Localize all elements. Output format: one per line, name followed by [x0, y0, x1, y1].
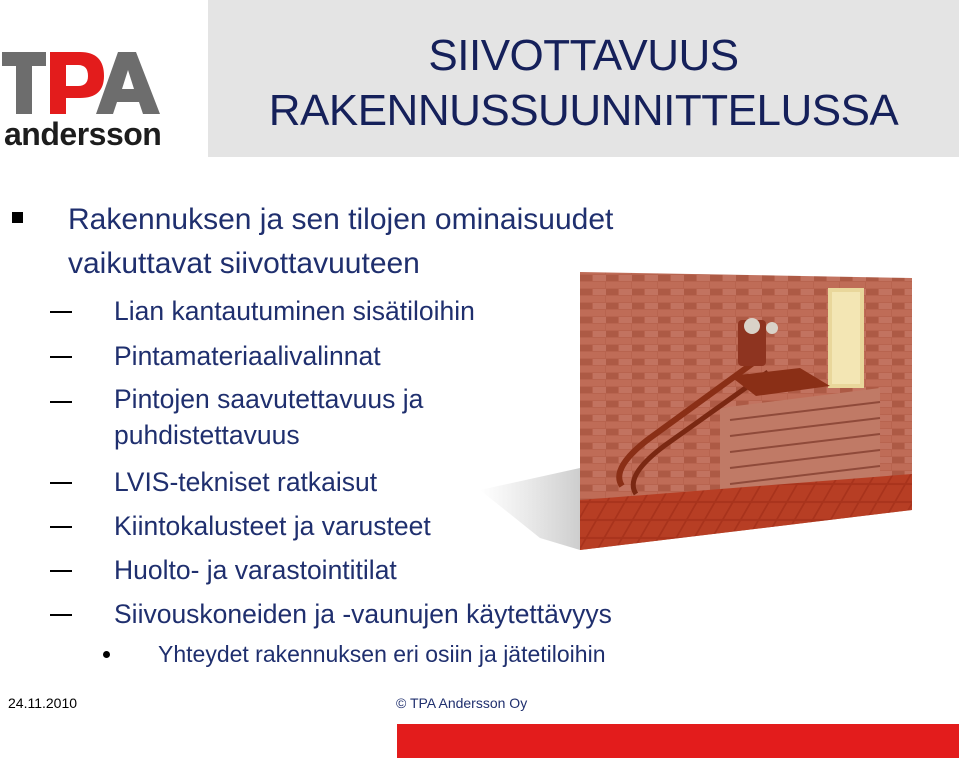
stair-lift-photo [480, 268, 920, 553]
list-item: Kiintokalusteet ja varusteet [114, 511, 431, 541]
list-item: Siivouskoneiden ja -vaunujen käytettävyys [114, 599, 612, 629]
dash-bullet-icon [50, 526, 72, 528]
list-item: Lian kantautuminen sisätiloihin [114, 296, 475, 326]
dash-bullet-icon [50, 401, 72, 403]
slide-title-line-2: RAKENNUSSUUNNITTELUSSA [268, 86, 899, 135]
dash-bullet-icon [50, 482, 72, 484]
list-item: Pintamateriaalivalinnat [114, 341, 381, 371]
round-bullet-icon [103, 651, 110, 658]
sub-list-item: Yhteydet rakennuksen eri osiin ja jätetiloihin [158, 641, 606, 667]
dash-bullet-icon [50, 356, 72, 358]
slide-title-line-1: SIIVOTTAVUUS [428, 31, 739, 80]
logo-wordmark: andersson [4, 116, 162, 152]
list-item: Huolto- ja varastointitilat [114, 555, 397, 585]
list-item: Pintojen saavutettavuus ja puhdistettavuus [114, 384, 424, 450]
dash-bullet-icon [50, 570, 72, 572]
footer-date: 24.11.2010 [8, 695, 78, 711]
dash-bullet-icon [50, 311, 72, 313]
main-heading: Rakennuksen ja sen tilojen ominaisuudet vaikuttavat siivottavuuteen [68, 203, 614, 280]
list-item: LVIS-tekniset ratkaisut [114, 467, 378, 497]
dash-bullet-icon [50, 614, 72, 616]
square-bullet-icon [12, 212, 23, 223]
footer-copyright: © TPA Andersson Oy [396, 695, 528, 711]
footer-accent-bar [397, 724, 959, 758]
